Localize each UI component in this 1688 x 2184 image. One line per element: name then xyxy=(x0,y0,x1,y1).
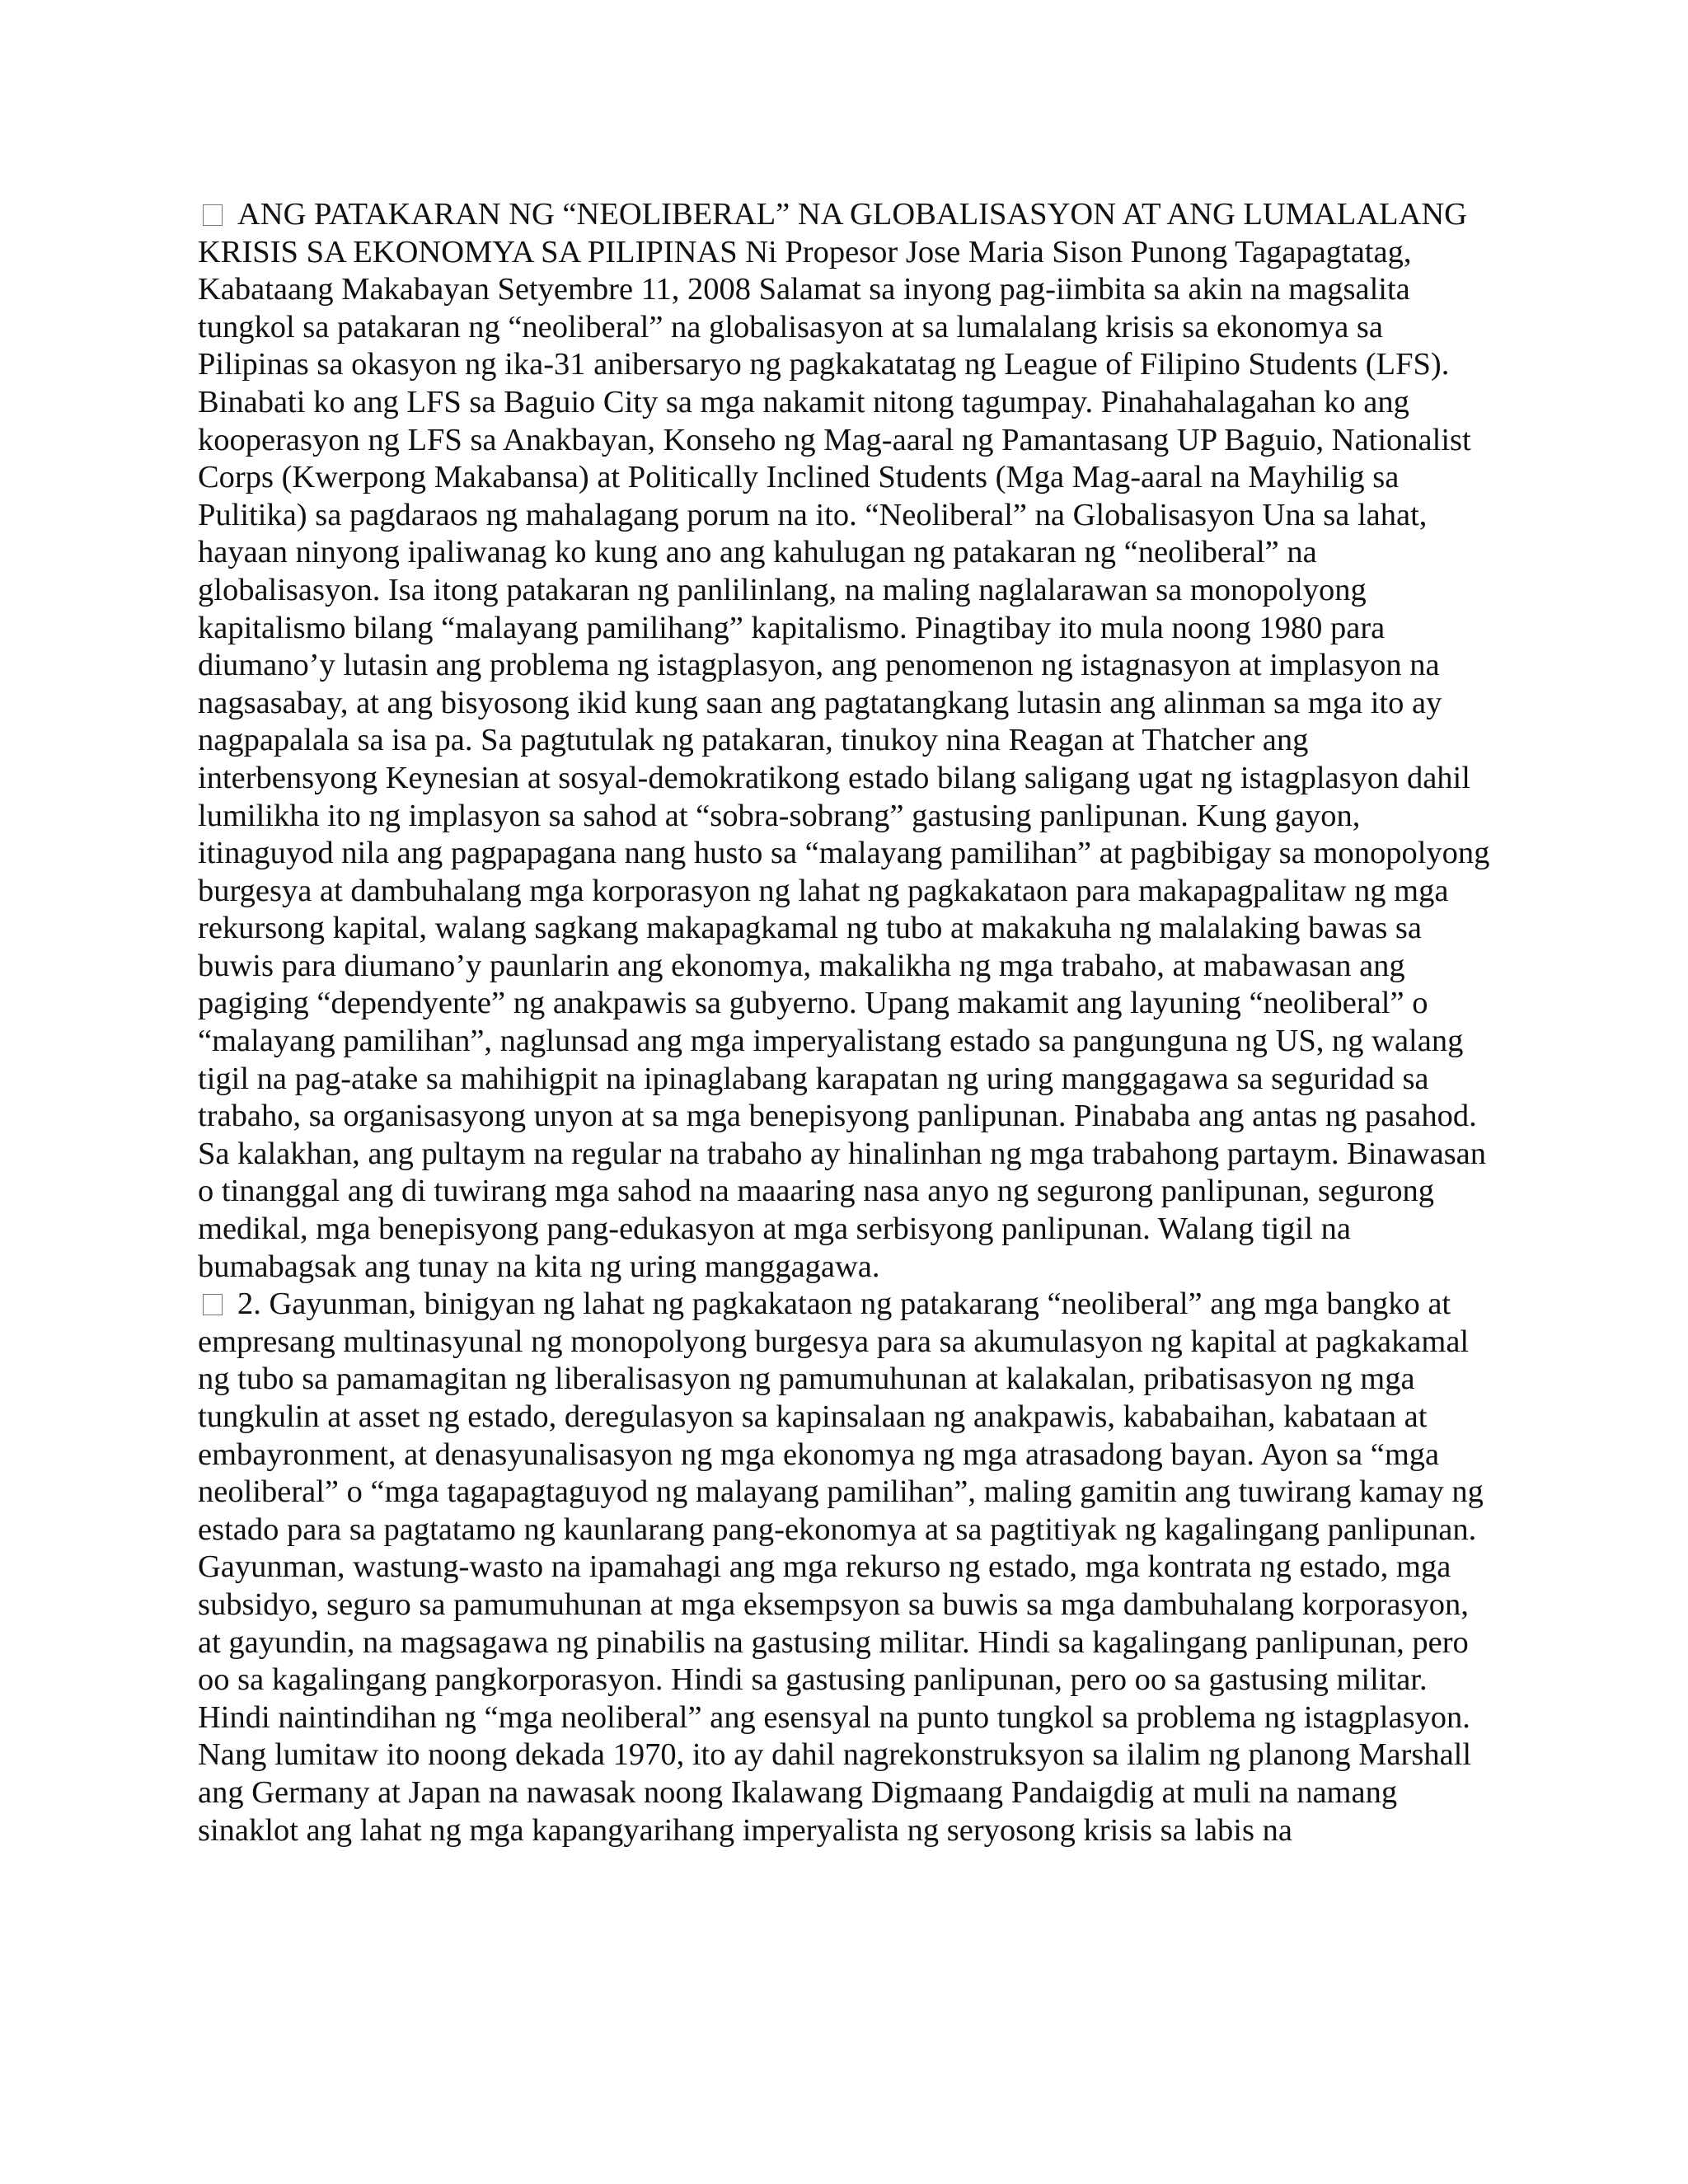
missing-glyph-box-icon xyxy=(203,204,223,226)
document-body xyxy=(198,196,1492,1849)
paragraph-1 xyxy=(198,196,1492,1286)
paragraph-2 xyxy=(198,1286,1492,1849)
paragraph-1-text: ANG PATAKARAN NG “NEOLIBERAL” NA GLOBALISASYON AT ANG LUMALALANG KRISIS SA EKONOMYA SA PILIPINAS Ni Propesor Jose Maria Sison Punong Tagapagtatag, Kabataang Makabayan Setyembre 11, 2008 Salamat sa inyong pag-iimbita sa akin na magsalita tungkol sa patakaran ng “neoliberal” na globalisasyon at sa lumalalang krisis sa ekonomya sa Pilipinas sa okasyon ng ika-31 anibersaryo ng pagkakatatag ng League of Filipino Students (LFS). Binabati ko ang LFS sa Baguio City sa mga nakamit nitong tagumpay. Pinahahalagahan ko ang kooperasyon ng LFS sa Anakbayan, Konseho ng Mag-aaral ng Pamantasang UP Baguio, Nationalist Corps (Kwerpong Makabansa) at Politically Inclined Students (Mga Mag-aaral na Mayhilig sa Pulitika) sa pagdaraos ng mahalagang porum na ito. “Neoliberal” na Globalisasyon Una sa lahat, hayaan ninyong ipaliwanag ko kung ano ang kahulugan ng patakaran ng “neoliberal” na globalisasyon. Isa itong patakaran ng panlilinlang, na maling naglalarawan sa monopolyong kapitalismo bilang “malayang pamilihang” kapitalismo. Pinagtibay ito mula noong 1980 para diumano’y lutasin ang problema ng istagplasyon, ang penomenon ng istagnasyon at implasyon na nagsasabay, at ang bisyosong ikid kung saan ang pagtatangkang lutasin ang alinman sa mga ito ay nagpapalala sa isa pa. Sa pagtutulak ng patakaran, tinukoy nina Reagan at Thatcher ang interbensyong Keynesian at sosyal-demokratikong estado bilang saligang ugat ng istagplasyon dahil lumilikha ito ng implasyon sa sahod at “sobra-sobrang” gastusing panlipunan. Kung gayon, itinaguyod nila ang pagpapagana nang husto sa “malayang pamilihan” at pagbibigay sa monopolyong burgesya at dambuhalang mga korporasyon ng lahat ng pagkakataon para makapagpalitaw ng mga rekursong kapital, walang sagkang makapagkamal ng tubo at makakuha ng malalaking bawas sa buwis para diumano’y paunlarin ang ekonomya, makalikha ng mga trabaho, at mabawasan ang pagiging “dependyente” ng anakpawis sa gubyerno. Upang makamit ang layuning “neoliberal” o “malayang pamilihan”, naglunsad ang mga imperyalistang estado sa pangunguna ng US, ng walang tigil na pag-atake sa mahihigpit na ipinaglabang karapatan ng uring manggagawa sa seguridad sa trabaho, sa organisasyong unyon at sa mga benepisyong panlipunan. Pinababa ang antas ng pasahod. Sa kalakhan, ang pultaym na regular na trabaho ay hinalinhan ng mga trabahong partaym. Binawasan o tinanggal ang di tuwirang mga sahod na maaaring nasa anyo ng segurong panlipunan, segurong medikal, mga benepisyong pang-edukasyon at mga serbisyong panlipunan. Walang tigil na bumabagsak ang tunay na kita ng uring manggagawa. xyxy=(198,197,1490,1284)
missing-glyph-box-icon xyxy=(203,1294,223,1315)
paragraph-2-text: 2. Gayunman, binigyan ng lahat ng pagkakataon ng patakarang “neoliberal” ang mga bangko at empresang multinasyunal ng monopolyong burgesya para sa akumulasyon ng kapital at pagkakamal ng tubo sa pamamagitan ng liberalisasyon ng pamumuhunan at kalakalan, pribatisasyon ng mga tungkulin at asset ng estado, deregulasyon sa kapinsalaan ng anakpawis, kababaihan, kabataan at embayronment, at denasyunalisasyon ng mga ekonomya ng mga atrasadong bayan. Ayon sa “mga neoliberal” o “mga tagapagtaguyod ng malayang pamilihan”, maling gamitin ang tuwirang kamay ng estado para sa pagtatamo ng kaunlarang pang-ekonomya at sa pagtitiyak ng kagalingang panlipunan. Gayunman, wastung-wasto na ipamahagi ang mga rekurso ng estado, mga kontrata ng estado, mga subsidyo, seguro sa pamumuhunan at mga eksempsyon sa buwis sa mga dambuhalang korporasyon, at gayundin, na magsagawa ng pinabilis na gastusing militar. Hindi sa kagalingang panlipunan, pero oo sa kagalingang pangkorporasyon. Hindi sa gastusing panlipunan, pero oo sa gastusing militar. Hindi naintindihan ng “mga neoliberal” ang esensyal na punto tungkol sa problema ng istagplasyon. Nang lumitaw ito noong dekada 1970, ito ay dahil nagrekonstruksyon sa ilalim ng planong Marshall ang Germany at Japan na nawasak noong Ikalawang Digmaang Pandaigdig at muli na namang sinaklot ang lahat ng mga kapangyarihang imperyalista ng seryosong krisis sa labis na xyxy=(198,1286,1484,1848)
